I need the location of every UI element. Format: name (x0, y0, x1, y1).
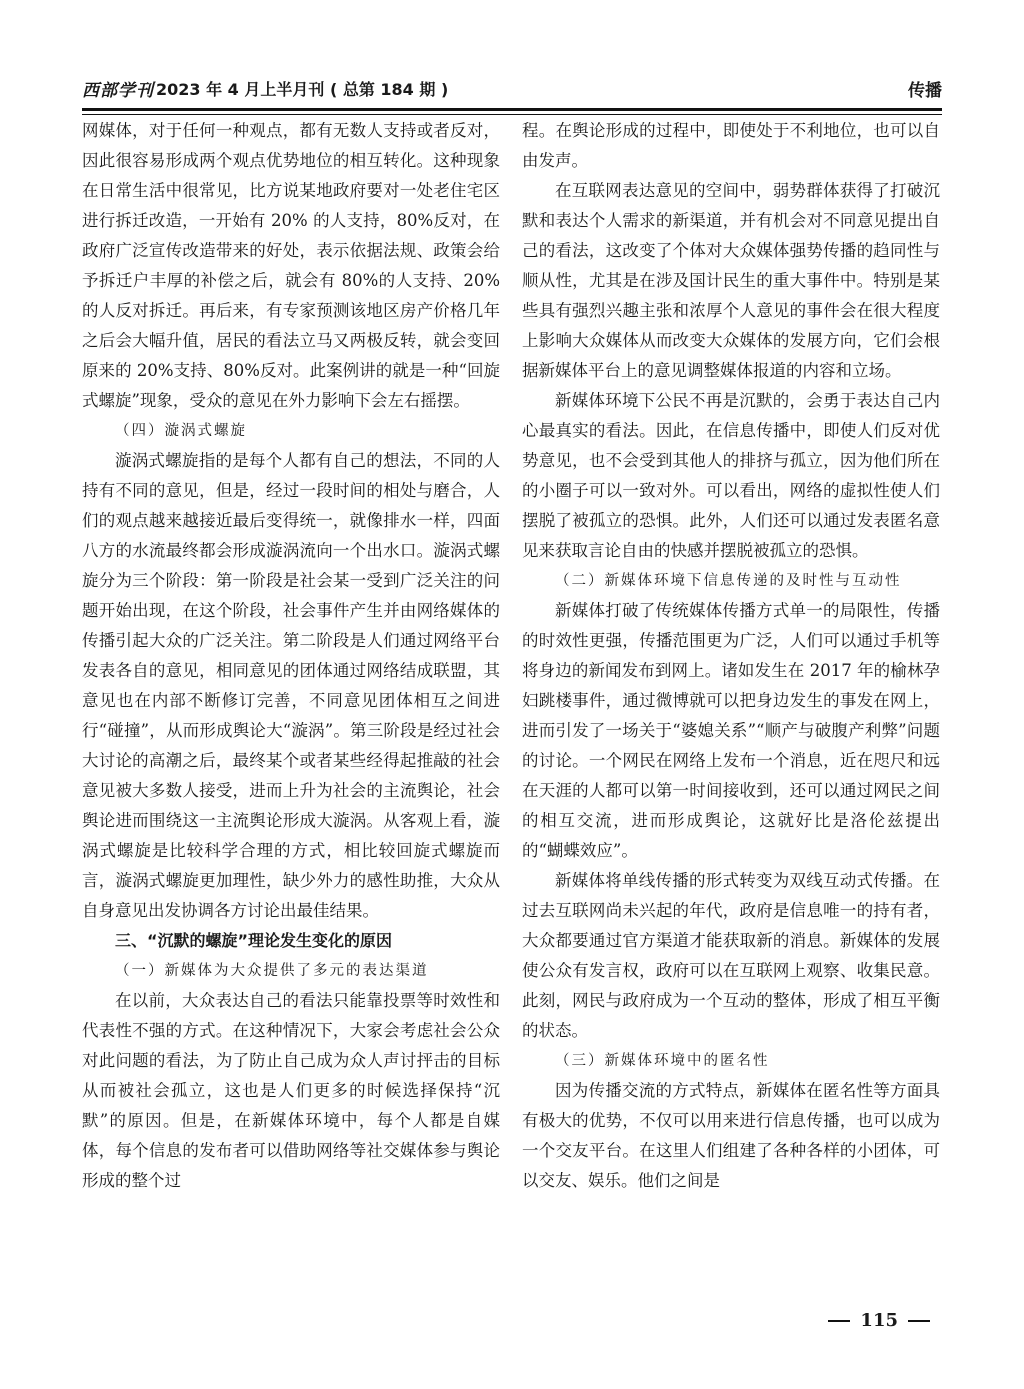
header-rule-thin (82, 114, 942, 115)
section-heading: 三、“沉默的螺旋”理论发生变化的原因 (115, 931, 393, 950)
paragraph: 网媒体，对于任何一种观点，都有无数人支持或者反对，因此很容易形成两个观点优势地位的相互转化。这种现象在日常生活中很常见，比方说某地政府要对一处老住宅区进行拆迁改造，一开始有 20% 的人支持，80%反对，在政府广泛宣传改造带来的好处，表示依据法规、政策会给予拆迁户丰厚的补偿之后，就会有 80%的人支持、20%的人反对拆迁。再后来，有专家预测该地区房产价格几年之后会大幅升值，居民的看法立马又两极反转，就会变回原来的 20%支持、80%反对。此案例讲的就是一种“回旋式螺旋”现象，受众的意见在外力影响下会左右摇摆。 (82, 121, 500, 410)
subheading: （一）新媒体为大众提供了多元的表达渠道 (115, 963, 429, 979)
issue-info: 2023 年 4 月上半月刊 ( 总第 184 期 ) (156, 79, 449, 99)
subheading: （四）漩涡式螺旋 (115, 423, 247, 439)
section-name: 传播 (908, 80, 942, 101)
paragraph: 新媒体打破了传统媒体传播方式单一的局限性，传播的时效性更强，传播范围更为广泛，人们可以通过手机等将身边的新闻发布到网上。诸如发生在 2017 年的榆林孕妇跳楼事件，通过微博就可以把身边发生的事发在网上，进而引发了一场关于“婆媳关系”“顺产与破腹产利弊”问题的讨论。一个网民在网络上发布一个消息，近在咫尺和远在天涯的人都可以第一时间接收到，还可以通过网民之间的相互交流，进而形成舆论，这就好比是洛伦兹提出的“蝴蝶效应”。 (522, 601, 940, 860)
page-header (82, 68, 942, 108)
journal-logo: 西部学刊 (82, 80, 154, 101)
dash-left (828, 1320, 850, 1322)
paragraph: 在以前，大众表达自己的看法只能靠投票等时效性和代表性不强的方式。在这种情况下，大家会考虑社会公众对此问题的看法，为了防止自己成为众人声讨抨击的目标从而被社会孤立，这也是人们更多的时候选择保持“沉默”的原因。但是，在新媒体环境中，每个人都是自媒体，每个信息的发布者可以借助网络等社交媒体参与舆论形成的整个过 (82, 991, 500, 1190)
subheading: （二）新媒体环境下信息传递的及时性与互动性 (555, 573, 902, 589)
paragraph: 在互联网表达意见的空间中，弱势群体获得了打破沉默和表达个人需求的新渠道，并有机会对不同意见提出自己的看法，这改变了个体对大众媒体强势传播的趋同性与顺从性，尤其是在涉及国计民生的重大事件中。特别是某些具有强烈兴趣主张和浓厚个人意见的事件会在很大程度上影响大众媒体从而改变大众媒体的发展方向，它们会根据新媒体平台上的意见调整媒体报道的内容和立场。 (522, 181, 940, 380)
dash-right (908, 1320, 930, 1322)
page-footer (818, 1310, 940, 1331)
paragraph: 程。在舆论形成的过程中，即使处于不利地位，也可以自由发声。 (522, 121, 940, 170)
paragraph: 新媒体环境下公民不再是沉默的，会勇于表达自己内心最真实的看法。因此，在信息传播中，即使人们反对优势意见，也不会受到其他人的排挤与孤立，因为他们所在的小圈子可以一致对外。可以看出，网络的虚拟性使人们摆脱了被孤立的恐惧。此外，人们还可以通过发表匿名意见来获取言论自由的快感并摆脱被孤立的恐惧。 (522, 391, 940, 560)
right-column (522, 116, 940, 1196)
paragraph: 新媒体将单线传播的形式转变为双线互动式传播。在过去互联网尚未兴起的年代，政府是信息唯一的持有者，大众都要通过官方渠道才能获取新的消息。新媒体的发展使公众有发言权，政府可以在互联网上观察、收集民意。此刻，网民与政府成为一个互动的整体，形成了相互平衡的状态。 (522, 871, 940, 1040)
page-number: 115 (860, 1310, 898, 1331)
left-column (82, 116, 500, 1196)
header-rule (82, 108, 942, 111)
paragraph: 漩涡式螺旋指的是每个人都有自己的想法，不同的人持有不同的意见，但是，经过一段时间的相处与磨合，人们的观点越来越接近最后变得统一，就像排水一样，四面八方的水流最终都会形成漩涡流向一个出水口。漩涡式螺旋分为三个阶段：第一阶段是社会某一受到广泛关注的问题开始出现，在这个阶段，社会事件产生并由网络媒体的传播引起大众的广泛关注。第二阶段是人们通过网络平台发表各自的意见，相同意见的团体通过网络结成联盟，其意见也在内部不断修订完善，不同意见团体相互之间进行“碰撞”，从而形成舆论大“漩涡”。第三阶段是经过社会大讨论的高潮之后，最终某个或者某些经得起推敲的社会意见被大多数人接受，进而上升为社会的主流舆论，社会舆论进而围绕这一主流舆论形成大漩涡。从客观上看，漩涡式螺旋是比较科学合理的方式，相比较回旋式螺旋而言，漩涡式螺旋更加理性，缺少外力的感性助推，大众从自身意见出发协调各方讨论出最佳结果。 (82, 451, 500, 920)
subheading: （三）新媒体环境中的匿名性 (555, 1053, 770, 1069)
paragraph: 因为传播交流的方式特点，新媒体在匿名性等方面具有极大的优势，不仅可以用来进行信息传播，也可以成为一个交友平台。在这里人们组建了各种各样的小团体，可以交友、娱乐。他们之间是 (522, 1081, 940, 1190)
header-left (82, 76, 448, 101)
